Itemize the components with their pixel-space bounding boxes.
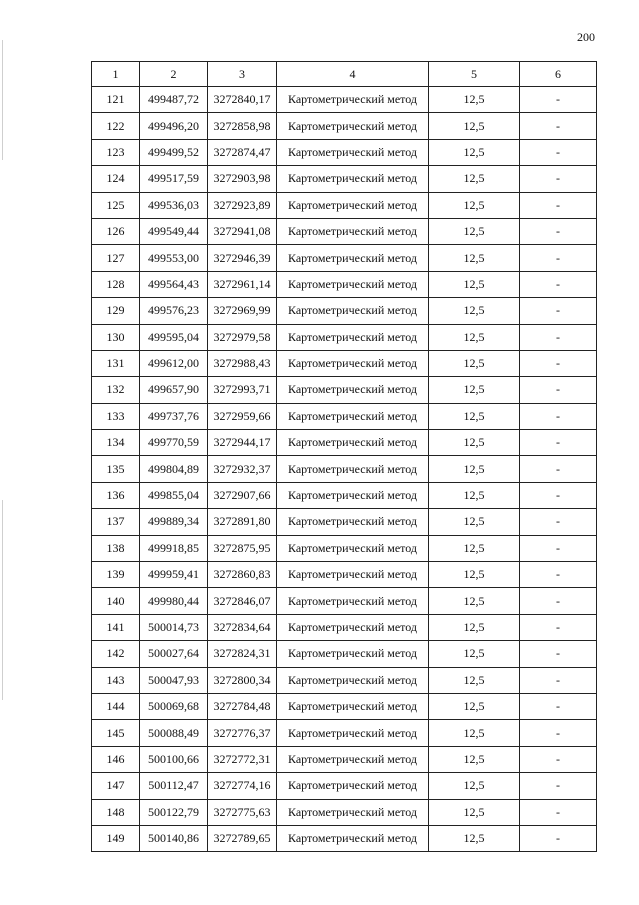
description-cell: -: [520, 562, 597, 588]
method-cell: Картометрический метод: [277, 139, 429, 165]
x-coordinate-cell: 499918,85: [140, 535, 208, 561]
y-coordinate-cell: 3272961,14: [208, 271, 277, 297]
accuracy-cell: 12,5: [429, 139, 520, 165]
accuracy-cell: 12,5: [429, 350, 520, 376]
description-cell: -: [520, 667, 597, 693]
accuracy-cell: 12,5: [429, 324, 520, 350]
y-coordinate-cell: 3272891,80: [208, 509, 277, 535]
point-number-cell: 144: [92, 693, 140, 719]
x-coordinate-cell: 499959,41: [140, 562, 208, 588]
point-number-cell: 135: [92, 456, 140, 482]
table-row: [92, 430, 597, 456]
x-coordinate-cell: 499657,90: [140, 377, 208, 403]
description-cell: -: [520, 614, 597, 640]
y-coordinate-cell: 3272800,34: [208, 667, 277, 693]
y-coordinate-cell: 3272775,63: [208, 799, 277, 825]
y-coordinate-cell: 3272784,48: [208, 693, 277, 719]
x-coordinate-cell: 500069,68: [140, 693, 208, 719]
method-cell: Картометрический метод: [277, 87, 429, 113]
method-cell: Картометрический метод: [277, 535, 429, 561]
description-cell: -: [520, 509, 597, 535]
description-cell: -: [520, 773, 597, 799]
y-coordinate-cell: 3272979,58: [208, 324, 277, 350]
description-cell: -: [520, 218, 597, 244]
table-row: [92, 588, 597, 614]
point-number-cell: 125: [92, 192, 140, 218]
point-number-cell: 137: [92, 509, 140, 535]
point-number-cell: 138: [92, 535, 140, 561]
description-cell: -: [520, 271, 597, 297]
table-row: [92, 403, 597, 429]
accuracy-cell: 12,5: [429, 245, 520, 271]
method-cell: Картометрический метод: [277, 773, 429, 799]
point-number-cell: 139: [92, 562, 140, 588]
description-cell: -: [520, 535, 597, 561]
x-coordinate-cell: 499517,59: [140, 166, 208, 192]
y-coordinate-cell: 3272923,89: [208, 192, 277, 218]
x-coordinate-cell: 499612,00: [140, 350, 208, 376]
point-number-cell: 131: [92, 350, 140, 376]
description-cell: -: [520, 825, 597, 851]
column-header-5: 5: [429, 62, 520, 87]
accuracy-cell: 12,5: [429, 482, 520, 508]
accuracy-cell: 12,5: [429, 298, 520, 324]
y-coordinate-cell: 3272858,98: [208, 113, 277, 139]
description-cell: -: [520, 588, 597, 614]
column-header-1: 1: [92, 62, 140, 87]
table-row: [92, 535, 597, 561]
x-coordinate-cell: 500014,73: [140, 614, 208, 640]
x-coordinate-cell: 500140,86: [140, 825, 208, 851]
method-cell: Картометрический метод: [277, 667, 429, 693]
accuracy-cell: 12,5: [429, 825, 520, 851]
x-coordinate-cell: 500112,47: [140, 773, 208, 799]
accuracy-cell: 12,5: [429, 799, 520, 825]
table-row: [92, 139, 597, 165]
accuracy-cell: 12,5: [429, 430, 520, 456]
accuracy-cell: 12,5: [429, 456, 520, 482]
accuracy-cell: 12,5: [429, 218, 520, 244]
point-number-cell: 121: [92, 87, 140, 113]
method-cell: Картометрический метод: [277, 377, 429, 403]
coordinates-table: [91, 61, 597, 852]
y-coordinate-cell: 3272860,83: [208, 562, 277, 588]
description-cell: -: [520, 403, 597, 429]
y-coordinate-cell: 3272874,47: [208, 139, 277, 165]
accuracy-cell: 12,5: [429, 403, 520, 429]
x-coordinate-cell: 499499,52: [140, 139, 208, 165]
x-coordinate-cell: 499536,03: [140, 192, 208, 218]
table-row: [92, 87, 597, 113]
y-coordinate-cell: 3272824,31: [208, 641, 277, 667]
method-cell: Картометрический метод: [277, 113, 429, 139]
point-number-cell: 129: [92, 298, 140, 324]
y-coordinate-cell: 3272932,37: [208, 456, 277, 482]
table-row: [92, 482, 597, 508]
method-cell: Картометрический метод: [277, 403, 429, 429]
method-cell: Картометрический метод: [277, 456, 429, 482]
description-cell: -: [520, 350, 597, 376]
table-row: [92, 192, 597, 218]
x-coordinate-cell: 499496,20: [140, 113, 208, 139]
x-coordinate-cell: 499595,04: [140, 324, 208, 350]
x-coordinate-cell: 499553,00: [140, 245, 208, 271]
table-row: [92, 746, 597, 772]
description-cell: -: [520, 324, 597, 350]
table-row: [92, 245, 597, 271]
accuracy-cell: 12,5: [429, 87, 520, 113]
point-number-cell: 141: [92, 614, 140, 640]
table-row: [92, 218, 597, 244]
table-row: [92, 350, 597, 376]
column-header-6: 6: [520, 62, 597, 87]
description-cell: -: [520, 456, 597, 482]
accuracy-cell: 12,5: [429, 773, 520, 799]
description-cell: -: [520, 166, 597, 192]
description-cell: -: [520, 139, 597, 165]
accuracy-cell: 12,5: [429, 746, 520, 772]
x-coordinate-cell: 500100,66: [140, 746, 208, 772]
table-row: [92, 324, 597, 350]
description-cell: -: [520, 245, 597, 271]
y-coordinate-cell: 3272875,95: [208, 535, 277, 561]
description-cell: -: [520, 192, 597, 218]
point-number-cell: 149: [92, 825, 140, 851]
point-number-cell: 143: [92, 667, 140, 693]
table-row: [92, 667, 597, 693]
method-cell: Картометрический метод: [277, 746, 429, 772]
column-header-3: 3: [208, 62, 277, 87]
method-cell: Картометрический метод: [277, 693, 429, 719]
accuracy-cell: 12,5: [429, 562, 520, 588]
point-number-cell: 128: [92, 271, 140, 297]
description-cell: -: [520, 641, 597, 667]
table-row: [92, 720, 597, 746]
point-number-cell: 127: [92, 245, 140, 271]
method-cell: Картометрический метод: [277, 720, 429, 746]
y-coordinate-cell: 3272946,39: [208, 245, 277, 271]
x-coordinate-cell: 499564,43: [140, 271, 208, 297]
method-cell: Картометрический метод: [277, 430, 429, 456]
accuracy-cell: 12,5: [429, 192, 520, 218]
point-number-cell: 133: [92, 403, 140, 429]
y-coordinate-cell: 3272903,98: [208, 166, 277, 192]
y-coordinate-cell: 3272944,17: [208, 430, 277, 456]
method-cell: Картометрический метод: [277, 192, 429, 218]
table-row: [92, 641, 597, 667]
accuracy-cell: 12,5: [429, 166, 520, 192]
table-row: [92, 377, 597, 403]
x-coordinate-cell: 499804,89: [140, 456, 208, 482]
table-row: [92, 298, 597, 324]
point-number-cell: 146: [92, 746, 140, 772]
accuracy-cell: 12,5: [429, 271, 520, 297]
table-body: [92, 87, 597, 852]
y-coordinate-cell: 3272993,71: [208, 377, 277, 403]
description-cell: -: [520, 693, 597, 719]
method-cell: Картометрический метод: [277, 482, 429, 508]
accuracy-cell: 12,5: [429, 588, 520, 614]
y-coordinate-cell: 3272776,37: [208, 720, 277, 746]
table-row: [92, 113, 597, 139]
point-number-cell: 140: [92, 588, 140, 614]
method-cell: Картометрический метод: [277, 588, 429, 614]
description-cell: -: [520, 298, 597, 324]
method-cell: Картометрический метод: [277, 218, 429, 244]
description-cell: -: [520, 482, 597, 508]
accuracy-cell: 12,5: [429, 641, 520, 667]
x-coordinate-cell: 500088,49: [140, 720, 208, 746]
point-number-cell: 132: [92, 377, 140, 403]
y-coordinate-cell: 3272959,66: [208, 403, 277, 429]
point-number-cell: 124: [92, 166, 140, 192]
method-cell: Картометрический метод: [277, 825, 429, 851]
y-coordinate-cell: 3272834,64: [208, 614, 277, 640]
description-cell: -: [520, 430, 597, 456]
x-coordinate-cell: 499576,23: [140, 298, 208, 324]
table-row: [92, 799, 597, 825]
y-coordinate-cell: 3272941,08: [208, 218, 277, 244]
method-cell: Картометрический метод: [277, 799, 429, 825]
x-coordinate-cell: 500122,79: [140, 799, 208, 825]
x-coordinate-cell: 500047,93: [140, 667, 208, 693]
scan-edge-mark: [2, 40, 3, 160]
scan-edge-mark: [2, 500, 3, 700]
description-cell: -: [520, 87, 597, 113]
point-number-cell: 145: [92, 720, 140, 746]
x-coordinate-cell: 499770,59: [140, 430, 208, 456]
method-cell: Картометрический метод: [277, 245, 429, 271]
accuracy-cell: 12,5: [429, 535, 520, 561]
accuracy-cell: 12,5: [429, 509, 520, 535]
description-cell: -: [520, 720, 597, 746]
table-row: [92, 825, 597, 851]
x-coordinate-cell: 499737,76: [140, 403, 208, 429]
point-number-cell: 130: [92, 324, 140, 350]
accuracy-cell: 12,5: [429, 667, 520, 693]
point-number-cell: 136: [92, 482, 140, 508]
method-cell: Картометрический метод: [277, 324, 429, 350]
description-cell: -: [520, 113, 597, 139]
table-row: [92, 509, 597, 535]
table-row: [92, 166, 597, 192]
description-cell: -: [520, 746, 597, 772]
x-coordinate-cell: 499889,34: [140, 509, 208, 535]
y-coordinate-cell: 3272789,65: [208, 825, 277, 851]
y-coordinate-cell: 3272774,16: [208, 773, 277, 799]
table-header-row: [92, 62, 597, 87]
accuracy-cell: 12,5: [429, 720, 520, 746]
page-number: 200: [577, 30, 595, 44]
table-row: [92, 693, 597, 719]
y-coordinate-cell: 3272840,17: [208, 87, 277, 113]
table-row: [92, 773, 597, 799]
description-cell: -: [520, 377, 597, 403]
method-cell: Картометрический метод: [277, 298, 429, 324]
x-coordinate-cell: 500027,64: [140, 641, 208, 667]
x-coordinate-cell: 499980,44: [140, 588, 208, 614]
y-coordinate-cell: 3272988,43: [208, 350, 277, 376]
method-cell: Картометрический метод: [277, 509, 429, 535]
table-row: [92, 614, 597, 640]
description-cell: -: [520, 799, 597, 825]
point-number-cell: 148: [92, 799, 140, 825]
method-cell: Картометрический метод: [277, 350, 429, 376]
point-number-cell: 134: [92, 430, 140, 456]
x-coordinate-cell: 499855,04: [140, 482, 208, 508]
accuracy-cell: 12,5: [429, 614, 520, 640]
table-row: [92, 562, 597, 588]
y-coordinate-cell: 3272969,99: [208, 298, 277, 324]
x-coordinate-cell: 499549,44: [140, 218, 208, 244]
y-coordinate-cell: 3272907,66: [208, 482, 277, 508]
table-row: [92, 271, 597, 297]
point-number-cell: 147: [92, 773, 140, 799]
point-number-cell: 123: [92, 139, 140, 165]
method-cell: Картометрический метод: [277, 166, 429, 192]
method-cell: Картометрический метод: [277, 641, 429, 667]
method-cell: Картометрический метод: [277, 562, 429, 588]
point-number-cell: 126: [92, 218, 140, 244]
x-coordinate-cell: 499487,72: [140, 87, 208, 113]
point-number-cell: 122: [92, 113, 140, 139]
accuracy-cell: 12,5: [429, 377, 520, 403]
accuracy-cell: 12,5: [429, 693, 520, 719]
method-cell: Картометрический метод: [277, 271, 429, 297]
y-coordinate-cell: 3272846,07: [208, 588, 277, 614]
method-cell: Картометрический метод: [277, 614, 429, 640]
accuracy-cell: 12,5: [429, 113, 520, 139]
column-header-4: 4: [277, 62, 429, 87]
column-header-2: 2: [140, 62, 208, 87]
point-number-cell: 142: [92, 641, 140, 667]
table-row: [92, 456, 597, 482]
y-coordinate-cell: 3272772,31: [208, 746, 277, 772]
